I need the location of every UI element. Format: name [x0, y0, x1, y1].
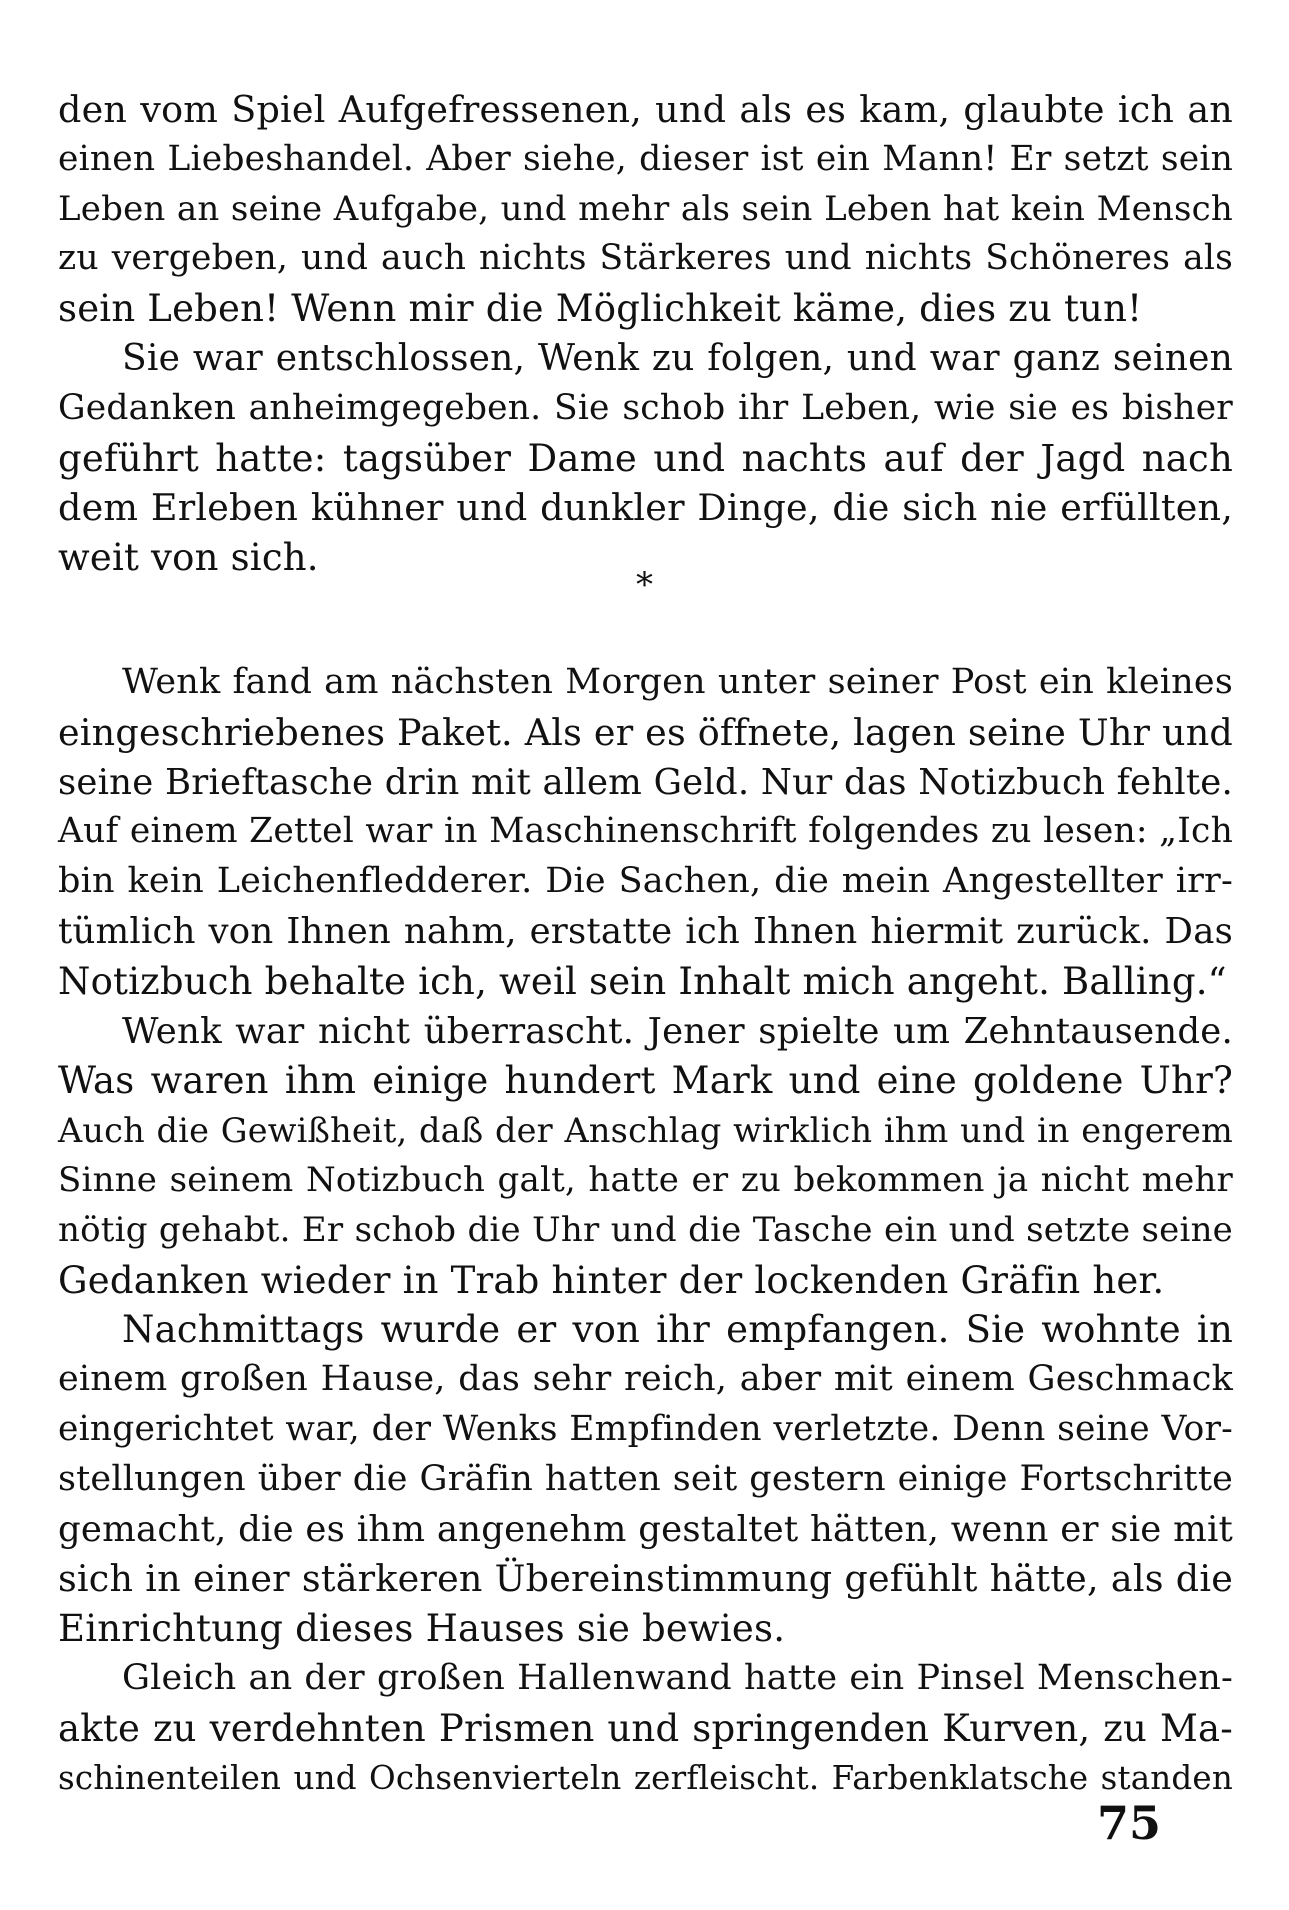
text-line: seine Brieftasche drin mit allem Geld. Nur das Notizbuch fehlte. [58, 761, 1233, 803]
text-line: Gedanken wieder in Trab hinter der lockenden Gräfin her. [58, 1258, 1165, 1302]
text-line: zu vergeben, und auch nichts Stärkeres und nichts Schöneres als [58, 238, 1233, 279]
text-line: einen Liebeshandel. Aber siehe, dieser ist ein Mann! Er setzt sein [58, 138, 1233, 179]
text-line: Nachmittags wurde er von ihr empfangen. Sie wohnte in [122, 1308, 1233, 1352]
text-line: Einrichtung dieses Hauses sie bewies. [58, 1607, 786, 1651]
text-line: Auf einem Zettel war in Maschinenschrift folgendes zu lesen: „Ich [58, 811, 1233, 852]
text-line: eingeschriebenes Paket. Als er es öffnete, lagen seine Uhr und [58, 710, 1233, 754]
text-line: Gleich an der großen Hallenwand hatte ein Pinsel Menschen- [122, 1657, 1233, 1698]
text-line: einem großen Hause, das sehr reich, aber mit einem Geschmack [58, 1359, 1233, 1400]
text-block-top [58, 85, 1233, 583]
text-line: schinenteilen und Ochsenvierteln zerfleischt. Farbenklatsche standen [58, 1758, 1233, 1797]
text-line: geführt hatte: tagsüber Dame und nachts auf der Jagd nach [58, 436, 1233, 480]
text-line: sein Leben! Wenn mir die Möglichkeit käme, dies zu tun! [58, 287, 1143, 331]
text-line: Sinne seinem Notizbuch galt, hatte er zu bekommen ja nicht mehr [58, 1159, 1233, 1200]
text-line: bin kein Leichenfledderer. Die Sachen, die mein Angestellter irr- [58, 861, 1233, 902]
text-line: akte zu verdehnten Prismen und springenden Kurven, zu Ma- [58, 1706, 1233, 1750]
text-line: Auch die Gewißheit, daß der Anschlag wirklich ihm und in engerem [58, 1111, 1233, 1151]
text-block-bottom [58, 658, 1233, 1803]
text-line: Was waren ihm einige hundert Mark und eine goldene Uhr? [58, 1059, 1233, 1103]
text-line: Sie war entschlossen, Wenk zu folgen, und war ganz seinen [122, 337, 1233, 379]
text-line: Notizbuch behalte ich, weil sein Inhalt mich angeht. Balling.“ [58, 959, 1227, 1003]
text-line: Leben an seine Aufgabe, und mehr als sein Leben hat kein Mensch [58, 188, 1233, 229]
text-line: den vom Spiel Aufgefressenen, und als es kam, glaubte ich an [58, 88, 1233, 131]
text-line: weit von sich. [58, 536, 319, 580]
page-number: 75 [1096, 1796, 1161, 1850]
text-line: Gedanken anheimgegeben. Sie schob ihr Leben, wie sie es bisher [58, 387, 1233, 428]
text-line: eingerichtet war, der Wenks Empfinden verletzte. Denn seine Vor- [58, 1408, 1233, 1449]
text-line: tümlich von Ihnen nahm, erstatte ich Ihnen hiermit zurück. Das [58, 910, 1233, 952]
text-line: dem Erleben kühner und dunkler Dinge, die sich nie erfüllten, [58, 486, 1233, 530]
section-separator-star: * [636, 565, 653, 605]
text-line: sich in einer stärkeren Übereinstimmung gefühlt hätte, als die [58, 1557, 1233, 1601]
text-line: Wenk war nicht überrascht. Jener spielte um Zehntausende. [122, 1010, 1233, 1052]
text-line: stellungen über die Gräfin hatten seit gestern einige Fortschritte [58, 1458, 1233, 1499]
text-line: Wenk fand am nächsten Morgen unter seiner Post ein kleines [122, 662, 1233, 702]
text-line: nötig gehabt. Er schob die Uhr und die Tasche ein und setzte seine [58, 1209, 1233, 1250]
text-line: gemacht, die es ihm angenehm gestaltet hätten, wenn er sie mit [58, 1508, 1233, 1550]
